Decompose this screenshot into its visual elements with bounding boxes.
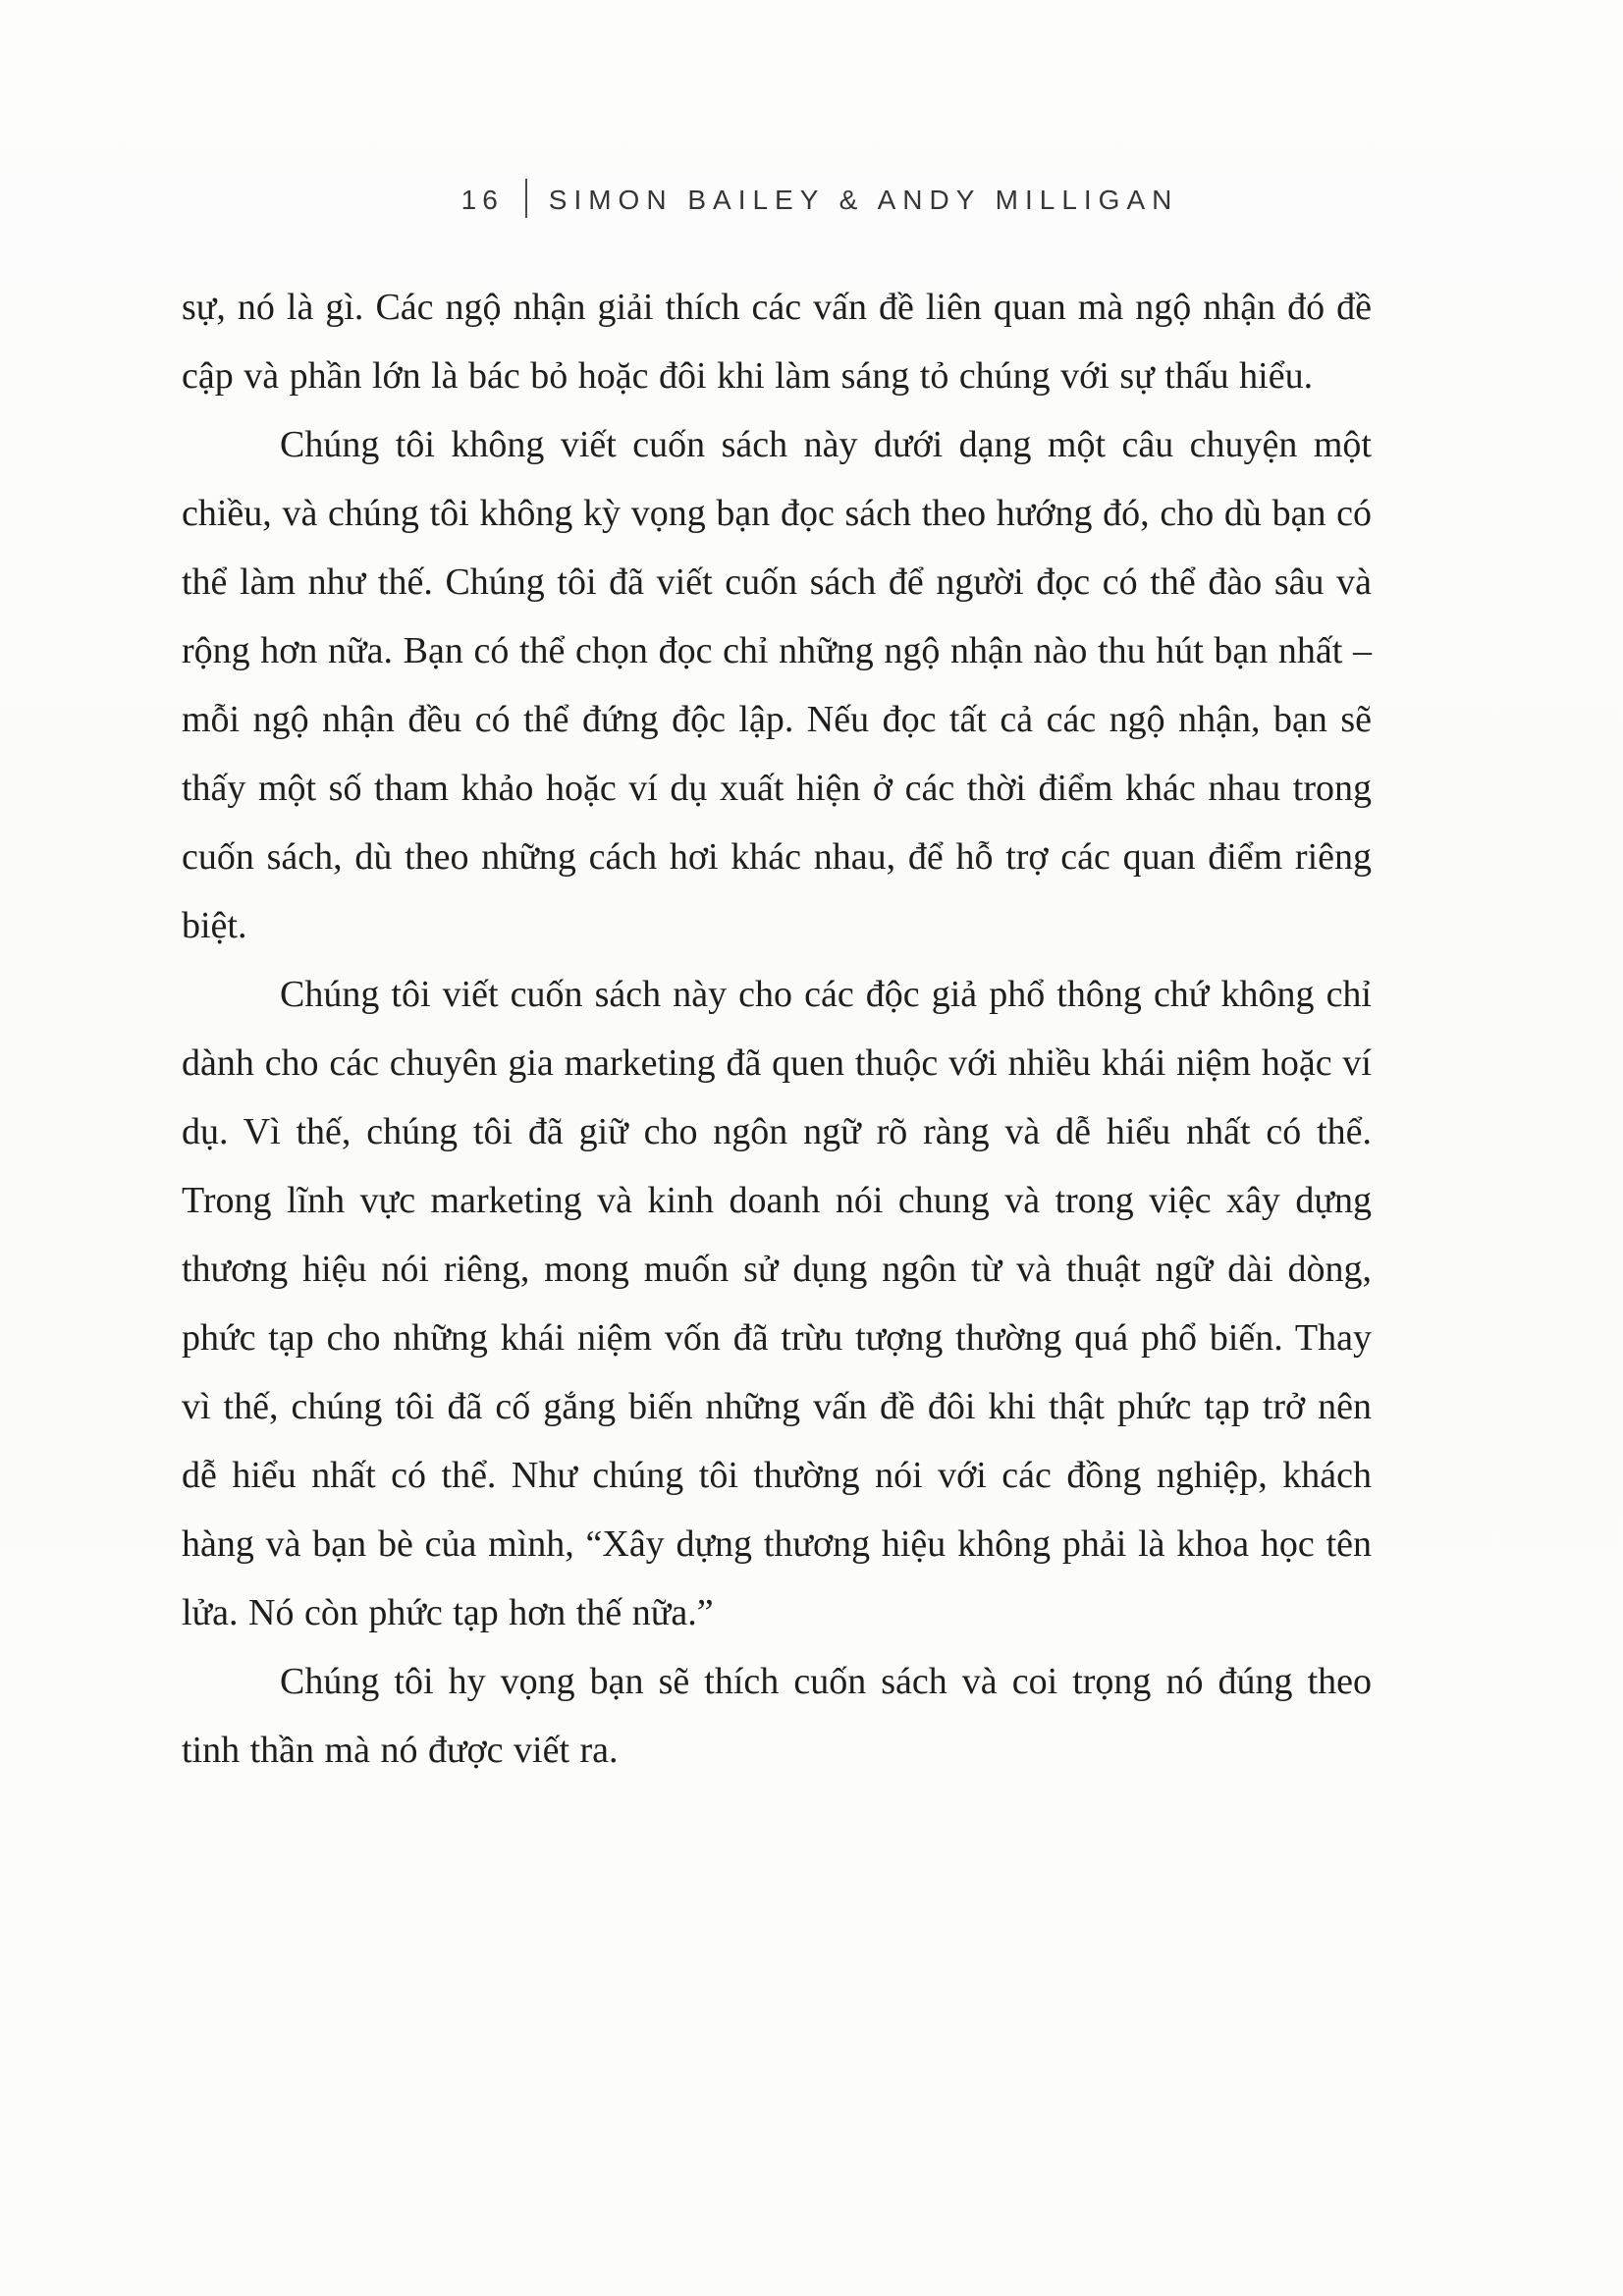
running-header <box>187 179 1453 218</box>
body-paragraph: Chúng tôi hy vọng bạn sẽ thích cuốn sách và coi trọng nó đúng theo tinh thần mà nó được viết ra. <box>182 1661 1372 1771</box>
body-paragraph: Chúng tôi viết cuốn sách này cho các độc giả phổ thông chứ không chỉ dành cho các chuyên gia marketing đã quen thuộc với nhiều khái niệm hoặc ví dụ. Vì thế, chúng tôi đã giữ cho ngôn ngữ rõ ràng và dễ hiểu nhất có thể. Trong lĩnh vực marketing và kinh doanh nói chung và trong việc xây dựng thương hiệu nói riêng, mong muốn sử dụng ngôn từ và thuật ngữ dài dòng, phức tạp cho những khái niệm vốn đã trừu tượng thường quá phổ biến. Thay vì thế, chúng tôi đã cố gắng biến những vấn đề đôi khi thật phức tạp trở nên dễ hiểu nhất có thể. Như chúng tôi thường nói với các đồng nghiệp, khách hàng và bạn bè của mình, “Xây dựng thương hiệu không phải là khoa học tên lửa. Nó còn phức tạp hơn thế nữa.” <box>182 974 1372 1633</box>
page-number: 16 <box>460 185 504 215</box>
running-title: SIMON BAILEY & ANDY MILLIGAN <box>548 185 1179 215</box>
body-paragraph: Chúng tôi không viết cuốn sách này dưới dạng một câu chuyện một chiều, và chúng tôi không kỳ vọng bạn đọc sách theo hướng đó, cho dù bạn có thể làm như thế. Chúng tôi đã viết cuốn sách để người đọc có thể đào sâu và rộng hơn nữa. Bạn có thể chọn đọc chỉ những ngộ nhận nào thu hút bạn nhất – mỗi ngộ nhận đều có thể đứng độc lập. Nếu đọc tất cả các ngộ nhận, bạn sẽ thấy một số tham khảo hoặc ví dụ xuất hiện ở các thời điểm khác nhau trong cuốn sách, dù theo những cách hơi khác nhau, để hỗ trợ các quan điểm riêng biệt. <box>182 424 1372 946</box>
header-divider <box>525 179 527 218</box>
body-paragraph: sự, nó là gì. Các ngộ nhận giải thích các vấn đề liên quan mà ngộ nhận đó đề cập và phần lớn là bác bỏ hoặc đôi khi làm sáng tỏ chúng với sự thấu hiểu. <box>182 287 1372 397</box>
body-text <box>182 273 1372 1785</box>
